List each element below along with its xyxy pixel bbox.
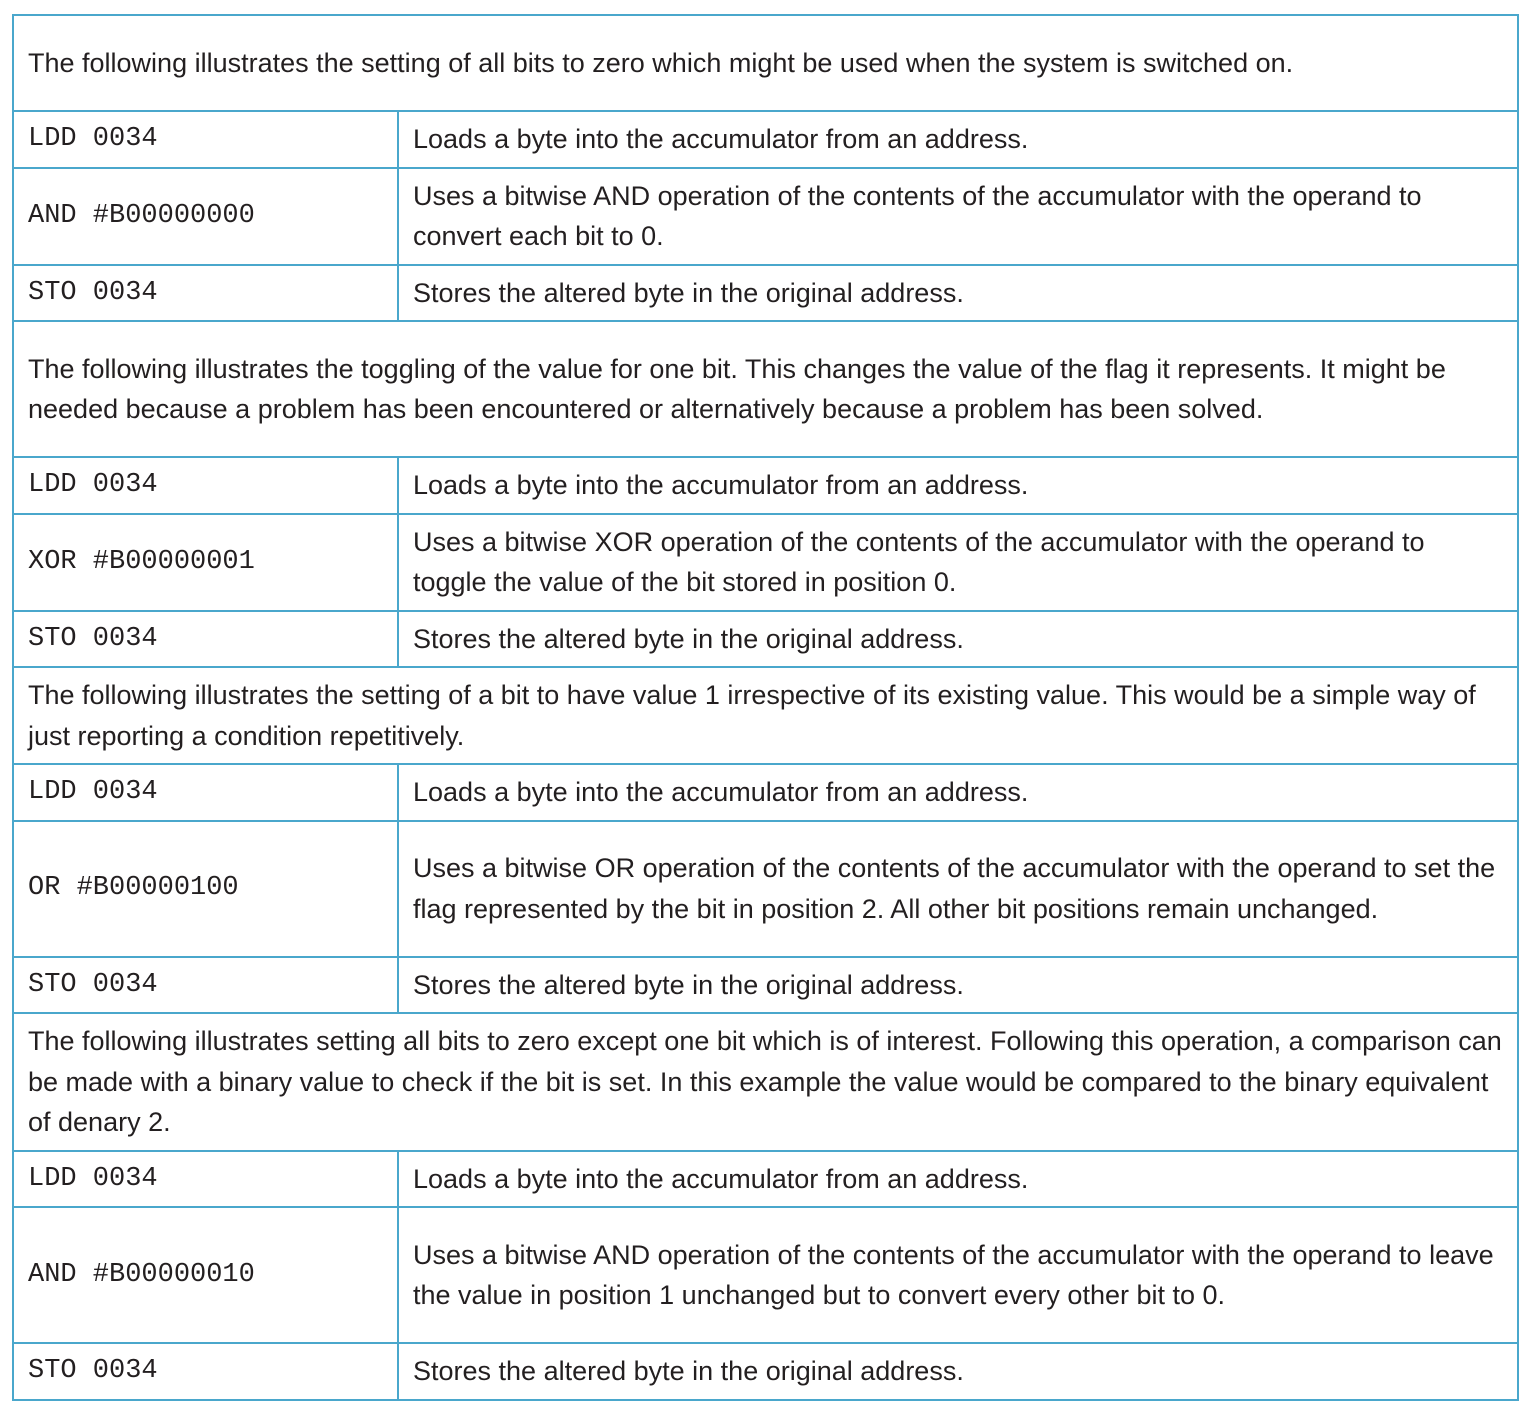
instruction-code: STO 0034 bbox=[13, 957, 398, 1014]
instruction-description: Loads a byte into the accumulator from an address. bbox=[398, 457, 1518, 514]
section-intro-row bbox=[13, 667, 1518, 764]
instruction-code: LDD 0034 bbox=[13, 1151, 398, 1208]
instruction-code: AND #B00000000 bbox=[13, 168, 398, 265]
instruction-row bbox=[13, 1151, 1518, 1208]
instruction-row bbox=[13, 1207, 1518, 1343]
instruction-row bbox=[13, 611, 1518, 668]
instruction-code: STO 0034 bbox=[13, 611, 398, 668]
instruction-description: Stores the altered byte in the original address. bbox=[398, 957, 1518, 1014]
section-intro-row bbox=[13, 1013, 1518, 1151]
instruction-code: LDD 0034 bbox=[13, 111, 398, 168]
instruction-description: Uses a bitwise OR operation of the contents of the accumulator with the operand to set the flag represented by the bit in position 2. All other bit positions remain unchanged. bbox=[398, 821, 1518, 957]
instruction-row bbox=[13, 111, 1518, 168]
section-intro-row bbox=[13, 15, 1518, 111]
instruction-description: Stores the altered byte in the original address. bbox=[398, 611, 1518, 668]
section-intro: The following illustrates the toggling of the value for one bit. This changes the value of the flag it represents. It might be needed because a problem has been encountered or alternatively because a problem has been solved. bbox=[13, 321, 1518, 457]
instruction-row bbox=[13, 457, 1518, 514]
section-intro-row bbox=[13, 321, 1518, 457]
instruction-row bbox=[13, 1343, 1518, 1400]
instruction-code: LDD 0034 bbox=[13, 457, 398, 514]
instruction-description: Loads a byte into the accumulator from an address. bbox=[398, 1151, 1518, 1208]
instruction-table bbox=[12, 14, 1519, 1401]
instruction-code: XOR #B00000001 bbox=[13, 514, 398, 611]
instruction-row bbox=[13, 265, 1518, 322]
instruction-row bbox=[13, 764, 1518, 821]
instruction-code: STO 0034 bbox=[13, 1343, 398, 1400]
section-intro: The following illustrates the setting of a bit to have value 1 irrespective of its existing value. This would be a simple way of just reporting a condition repetitively. bbox=[13, 667, 1518, 764]
instruction-description: Stores the altered byte in the original address. bbox=[398, 265, 1518, 322]
instruction-description: Loads a byte into the accumulator from an address. bbox=[398, 764, 1518, 821]
instruction-code: STO 0034 bbox=[13, 265, 398, 322]
instruction-row bbox=[13, 957, 1518, 1014]
instruction-row bbox=[13, 514, 1518, 611]
section-intro: The following illustrates setting all bits to zero except one bit which is of interest. Following this operation, a comparison can be made with a binary value to check if the bit is set. In this example the value would be compared to the binary equivalent of denary 2. bbox=[13, 1013, 1518, 1151]
instruction-row bbox=[13, 821, 1518, 957]
instruction-description: Stores the altered byte in the original address. bbox=[398, 1343, 1518, 1400]
instruction-code: AND #B00000010 bbox=[13, 1207, 398, 1343]
instruction-description: Loads a byte into the accumulator from an address. bbox=[398, 111, 1518, 168]
instruction-description: Uses a bitwise AND operation of the contents of the accumulator with the operand to leave the value in position 1 unchanged but to convert every other bit to 0. bbox=[398, 1207, 1518, 1343]
section-intro: The following illustrates the setting of all bits to zero which might be used when the system is switched on. bbox=[13, 15, 1518, 111]
instruction-code: OR #B00000100 bbox=[13, 821, 398, 957]
instruction-description: Uses a bitwise XOR operation of the contents of the accumulator with the operand to toggle the value of the bit stored in position 0. bbox=[398, 514, 1518, 611]
instruction-description: Uses a bitwise AND operation of the contents of the accumulator with the operand to convert each bit to 0. bbox=[398, 168, 1518, 265]
instruction-code: LDD 0034 bbox=[13, 764, 398, 821]
instruction-row bbox=[13, 168, 1518, 265]
